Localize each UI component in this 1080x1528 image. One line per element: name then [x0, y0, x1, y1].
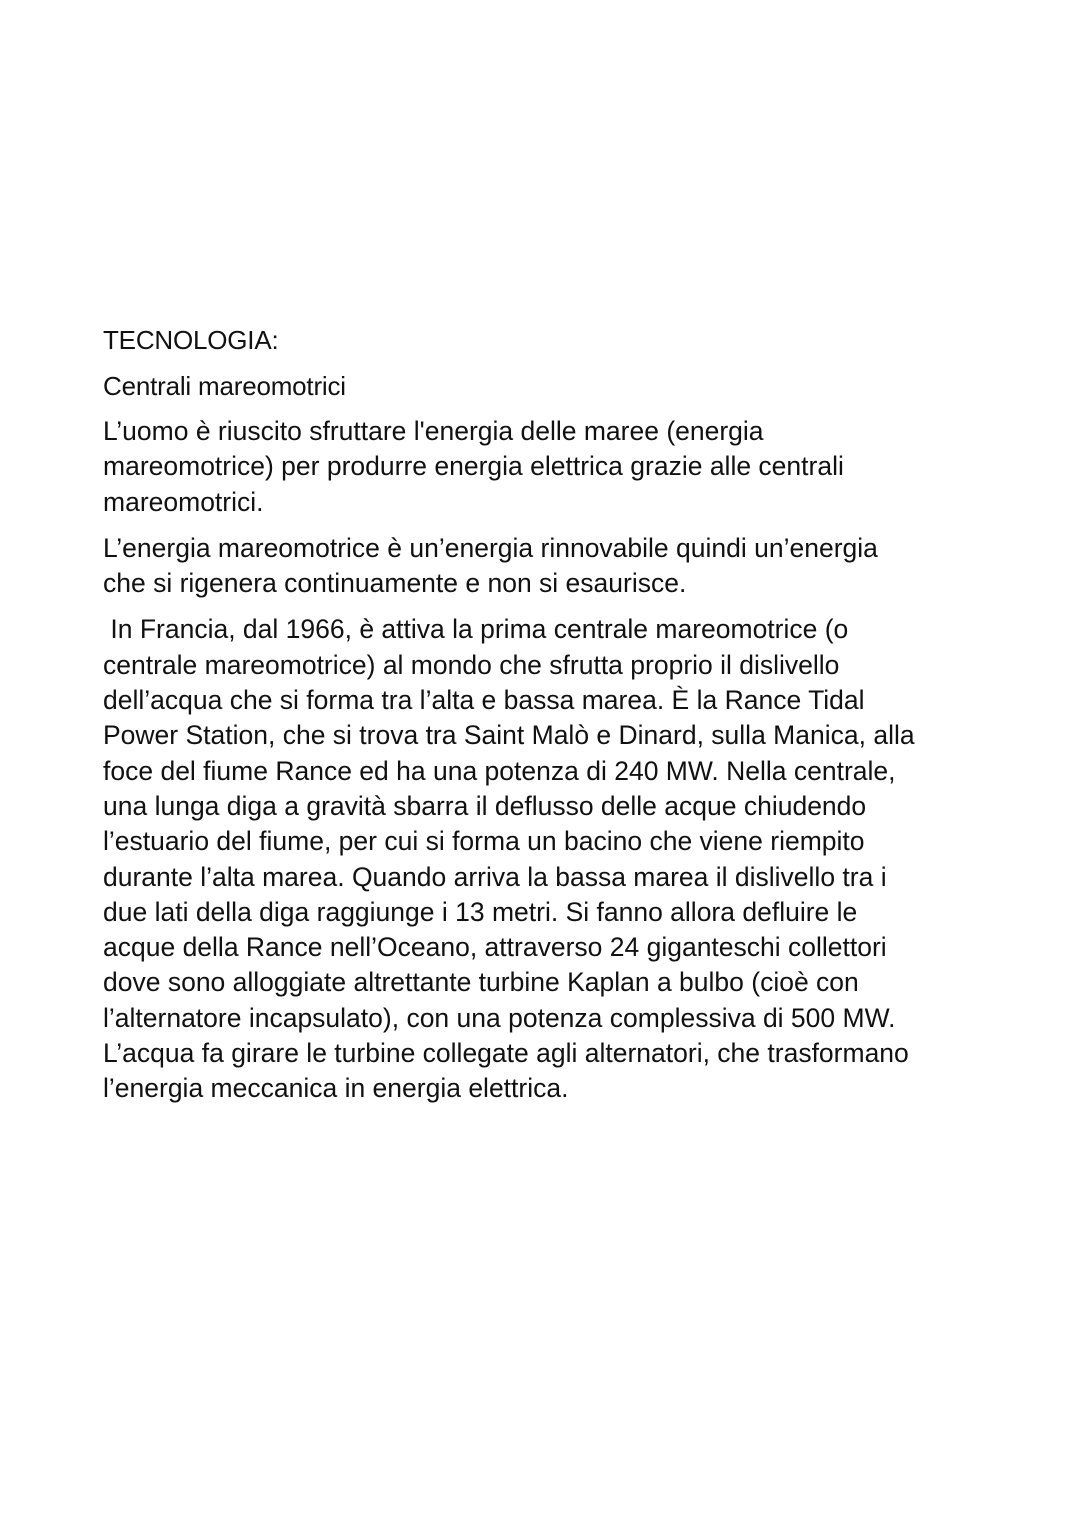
paragraph-rance-station: In Francia, dal 1966, è attiva la prima centrale mareomotrice (o centrale mareomotrice) al mondo che sfrutta proprio il dislivello dell’acqua che si forma tra l’alta e bassa marea. È la Rance Tidal Power Station, che si trova tra Saint Malò e Dinard, sulla Manica, alla foce del fiume Rance ed ha una potenza di 240 MW. Nella centrale, una lunga diga a gravità sbarra il deflusso delle acque chiudendo l’estuario del fiume, per cui si forma un bacino che viene riempito durante l’alta marea. Quando arriva la bassa marea il dislivello tra i due lati della diga raggiunge i 13 metri. Si fanno allora defluire le acque della Rance nell’Oceano, attraverso 24 giganteschi collettori dove sono alloggiate altrettante turbine Kaplan a bulbo (cioè con l’alternatore incapsulato), con una potenza complessiva di 500 MW. L’acqua fa girare le turbine collegate agli alternatori, che trasformano l’energia meccanica in energia elettrica. — [103, 614, 915, 1104]
document-heading: TECNOLOGIA: — [103, 325, 279, 355]
paragraph-intro: L’uomo è riuscito sfruttare l'energia delle maree (energia mareomotrice) per produrre energia elettrica grazie alle centrali mareomotrici. — [103, 416, 844, 517]
paragraph-renewable: L’energia mareomotrice è un’energia rinnovabile quindi un’energia che si rigenera continuamente e non si esaurisce. — [103, 532, 878, 599]
document-body — [103, 322, 983, 1118]
section-title: Centrali mareomotrici — [103, 371, 346, 401]
